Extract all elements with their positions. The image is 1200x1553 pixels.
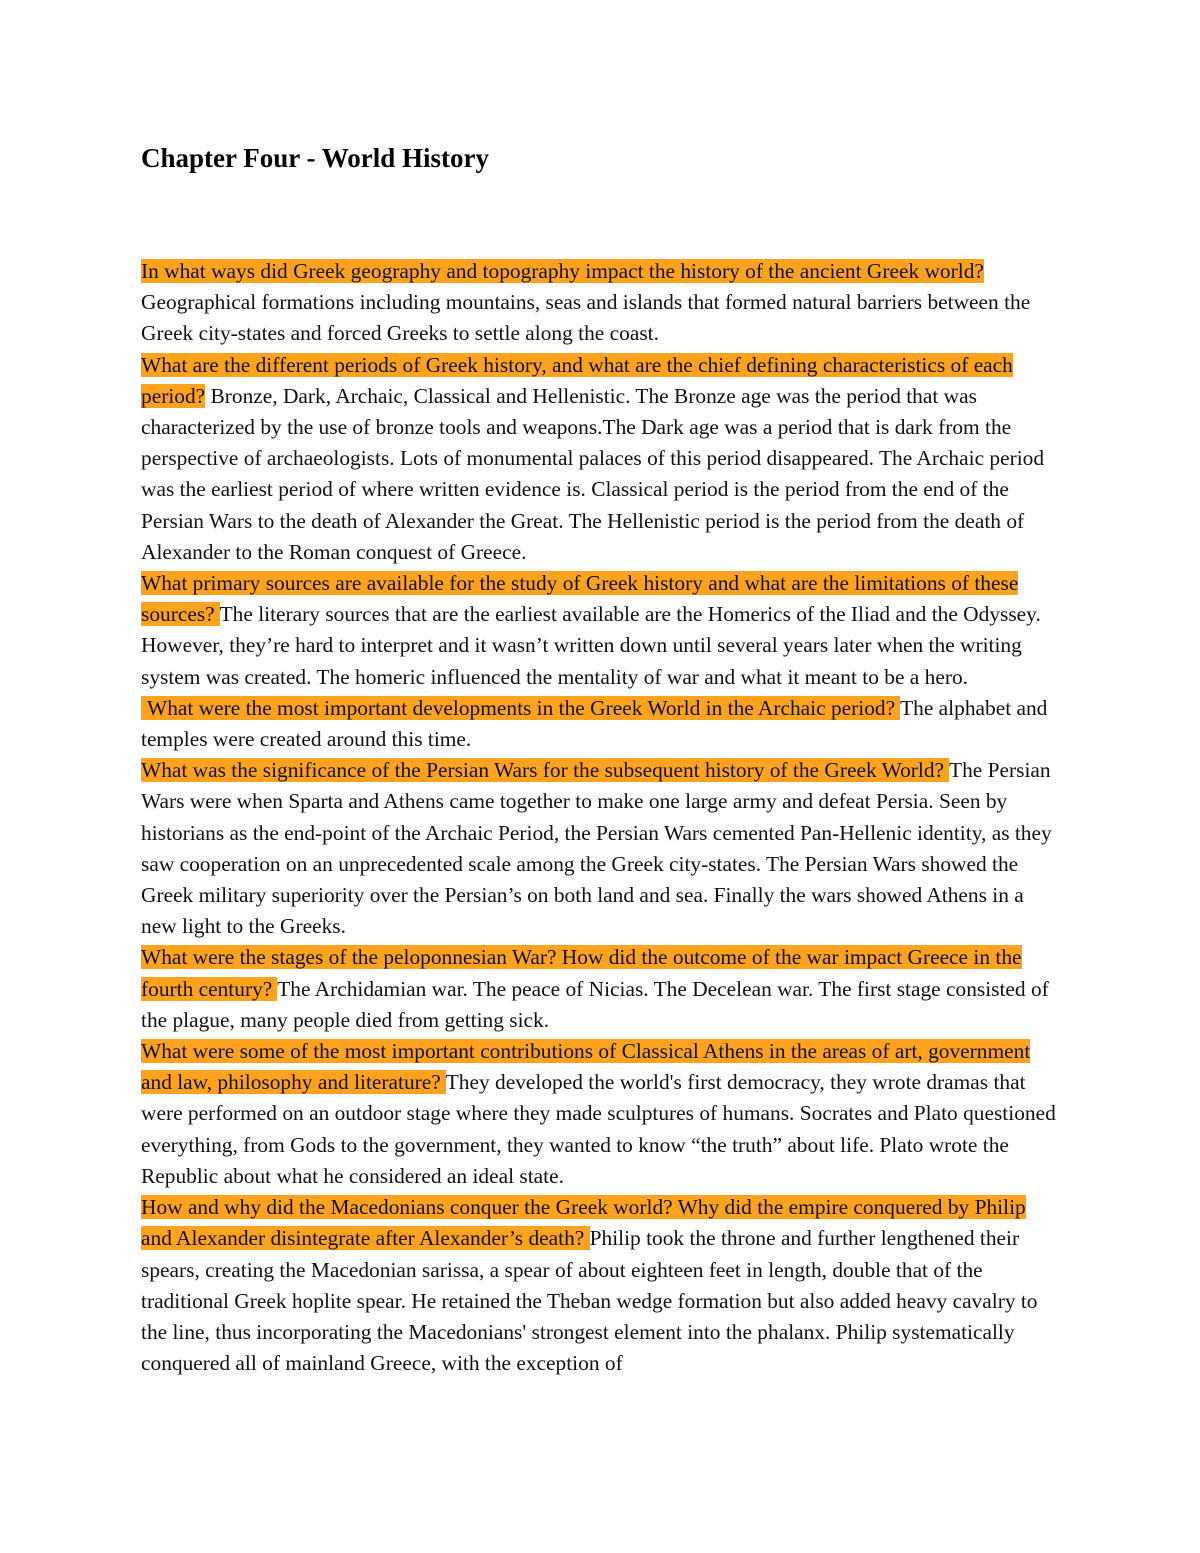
qa-paragraph [141, 755, 1061, 942]
qa-paragraph [141, 256, 1061, 350]
answer-text: Bronze, Dark, Archaic, Classical and Hellenistic. The Bronze age was the period that was characterized by the use of bronze tools and weapons.The Dark age was a period that is dark from the perspective of archaeologists. Lots of monumental palaces of this period disappeared. The Archaic period was the earliest period of where written evidence is. Classical period is the period from the end of the Persian Wars to the death of Alexander the Great. The Hellenistic period is the period from the death of Alexander to the Roman conquest of Greece. [141, 383, 1045, 564]
answer-text: The literary sources that are the earliest available are the Homerics of the Iliad and the Odyssey. However, they’re hard to interpret and it wasn’t written down until several years later when the writing system was created. The homeric influenced the mentality of war and what it meant to be a hero. [141, 602, 1041, 689]
highlighted-question: What were the stages of the peloponnesian War? How did the outcome of the war impact Greece in the fourth century? [141, 945, 1022, 1001]
qa-paragraph [141, 1036, 1061, 1192]
qa-paragraph [141, 350, 1061, 568]
qa-paragraph [141, 568, 1061, 693]
answer-text: They developed the world's first democracy, they wrote dramas that were performed on an outdoor stage where they made sculptures of humans. Socrates and Plato questioned everything, from Gods to the government, they wanted to know “the truth” about life. Plato wrote the Republic about what he considered an ideal state. [141, 1070, 1056, 1188]
qa-paragraph [141, 693, 1061, 755]
highlighted-question: In what ways did Greek geography and topography impact the history of the ancient Greek world? [141, 259, 984, 283]
answer-text: Geographical formations including mountains, seas and islands that formed natural barriers between the Greek city-states and forced Greeks to settle along the coast. [141, 290, 1031, 346]
answer-text: The Archidamian war. The peace of Nicias. The Decelean war. The first stage consisted of the plague, many people died from getting sick. [141, 976, 1049, 1032]
highlighted-question: What are the different periods of Greek history, and what are the chief defining characteristics of each period? [141, 352, 1013, 408]
document-body [141, 256, 1061, 1379]
answer-text: The alphabet and temples were created around this time. [141, 695, 1048, 752]
highlighted-question: What was the significance of the Persian Wars for the subsequent history of the Greek World? [141, 758, 949, 783]
highlighted-question: What primary sources are available for the study of Greek history and what are the limitations of these sources? [141, 571, 1019, 627]
qa-paragraph [141, 942, 1061, 1036]
highlighted-question: How and why did the Macedonians conquer the Greek world? Why did the empire conquered by Philip and Alexander disintegrate after Alexander’s death? [141, 1195, 1026, 1251]
answer-text: The Persian Wars were when Sparta and Athens came together to make one large army and defeat Persia. Seen by historians as the end-point of the Archaic Period, the Persian Wars cemented Pan-Hellenic identity, as they saw cooperation on an unprecedented scale among the Greek city-states. The Persian Wars showed the Greek military superiority over the Persian’s on both land and sea. Finally the wars showed Athens in a new light to the Greeks. [141, 758, 1052, 939]
qa-paragraph [141, 1192, 1061, 1379]
highlighted-question: What were some of the most important contributions of Classical Athens in the areas of art, government and law, philosophy and literature? [141, 1039, 1031, 1095]
answer-text: Philip took the throne and further lengthened their spears, creating the Macedonian sarissa, a spear of about eighteen feet in length, double that of the traditional Greek hoplite spear. He retained the Theban wedge formation but also added heavy cavalry to the line, thus incorporating the Macedonians' strongest element into the phalanx. Philip systematically conquered all of mainland Greece, with the exception of [141, 1226, 1038, 1376]
highlighted-question: What were the most important developments in the Greek World in the Archaic period? [141, 696, 900, 720]
page-title: Chapter Four - World History [141, 143, 490, 173]
